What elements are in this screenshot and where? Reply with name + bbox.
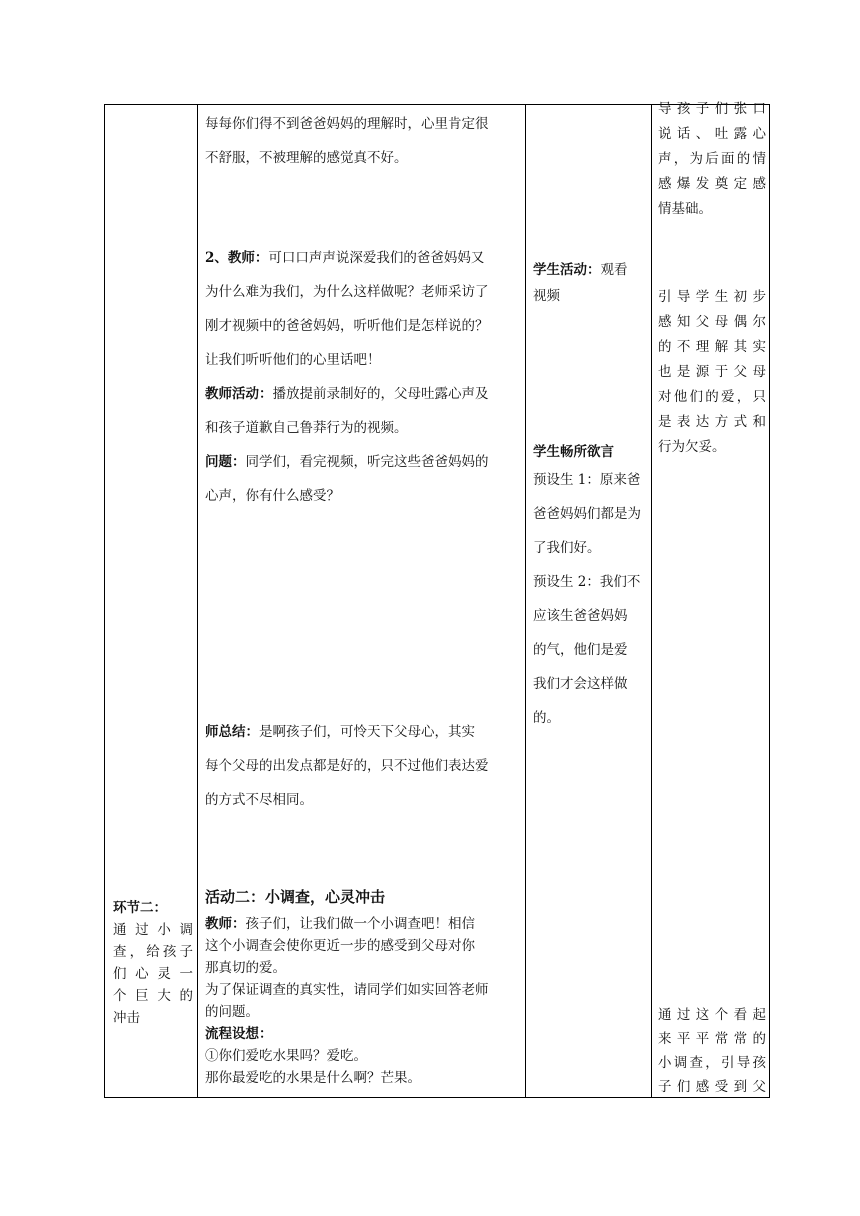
purpose-line: 是表达方式和 <box>658 414 766 430</box>
stage-line: 们 心 灵 一 <box>113 966 193 982</box>
purpose-line: 说话、吐露心 <box>658 126 766 142</box>
summary-paragraph <box>205 715 520 817</box>
question-line: 同学们，看完视频，听完这些爸爸妈妈的 <box>245 454 489 470</box>
response-line: 预设生 1：原来爸 <box>533 472 641 488</box>
stage-line: 冲击 <box>113 1010 140 1026</box>
teacher-line: 孩子们，让我们做一个小调查吧！相信 <box>245 916 475 932</box>
question-label: 问题： <box>205 454 246 470</box>
response-line: 了我们好。 <box>533 540 601 556</box>
watch-video-block <box>533 257 647 309</box>
activity-2-title: 活动二：小调查，心灵冲击 <box>205 888 386 906</box>
purpose-top-block <box>658 97 766 222</box>
q2-line: 让我们听听他们的心里话吧！ <box>205 352 381 368</box>
column-divider <box>651 105 652 1097</box>
response-line: 的气，他们是爱 <box>533 642 628 658</box>
intro-line: 每每你们得不到爸爸妈妈的理解时，心里肯定很 <box>205 116 489 132</box>
purpose-mid-block <box>658 285 766 460</box>
purpose-line: 通过这个看起 <box>658 1007 766 1023</box>
activity-2-section <box>205 885 520 1089</box>
purpose-bottom-block <box>658 1003 766 1099</box>
purpose-line: 行为欠妥。 <box>658 439 726 455</box>
intro-line: 不舒服，不被理解的感觉真不好。 <box>205 150 408 166</box>
question-2-paragraph <box>205 241 520 513</box>
purpose-line: 小调查，引导孩 <box>658 1055 766 1071</box>
purpose-line: 导孩子们张口 <box>658 101 766 117</box>
summary-label: 师总结： <box>205 724 259 740</box>
column-divider <box>525 105 526 1097</box>
purpose-line: 引导学生初步 <box>658 289 766 305</box>
stage-line: 个 巨 大 的 <box>113 988 193 1004</box>
purpose-line: 感知父母偶尔 <box>658 314 766 330</box>
truth-line: 为了保证调查的真实性，请同学们如实回答老师 <box>205 982 489 998</box>
q2-line: 为什么难为我们，为什么这样做呢？老师采访了 <box>205 284 489 300</box>
response-line: 的。 <box>533 710 560 726</box>
response-line: 预设生 2：我们不 <box>533 574 641 590</box>
q2-label: 2、教师： <box>205 250 269 266</box>
q2-line: 刚才视频中的爸爸妈妈，听听他们是怎样说的？ <box>205 318 489 334</box>
flow-line: 那你最爱吃的水果是什么啊？芒果。 <box>205 1070 421 1086</box>
flow-line: ①你们爱吃水果吗？爱吃。 <box>205 1048 367 1064</box>
purpose-line: 也是源于父母 <box>658 364 766 380</box>
stage-line: 查，给孩子 <box>113 944 193 960</box>
purpose-line: 情基础。 <box>658 201 712 217</box>
truth-line: 的问题。 <box>205 1004 259 1020</box>
purpose-line: 对他们的爱，只 <box>658 389 766 405</box>
watch-label: 学生活动： <box>533 262 601 278</box>
question-line: 心声，你有什么感受？ <box>205 488 340 504</box>
response-line: 应该生爸爸妈妈 <box>533 608 628 624</box>
response-line: 我们才会这样做 <box>533 676 628 692</box>
lesson-plan-table <box>104 101 770 1098</box>
teacher-line: 那真切的爱。 <box>205 960 286 976</box>
teacher-line: 这个小调查会使你更近一步的感受到父母对你 <box>205 938 475 954</box>
q2-line: 可口口声声说深爱我们的爸爸妈妈又 <box>268 250 485 266</box>
stage-title: 环节二： <box>113 900 167 916</box>
teacher-label: 教师： <box>205 916 246 932</box>
response-line: 爸爸妈妈们都是为 <box>533 506 641 522</box>
activity-label: 教师活动： <box>205 386 273 402</box>
intro-paragraph <box>205 107 520 175</box>
summary-line: 每个父母的出发点都是好的，只不过他们表达爱 <box>205 758 489 774</box>
summary-line: 是啊孩子们，可怜天下父母心，其实 <box>259 724 475 740</box>
watch-line: 视频 <box>533 288 560 304</box>
purpose-line: 子们感受到父 <box>658 1079 766 1095</box>
stage-line: 通 过 小 调 <box>113 922 193 938</box>
flow-label: 流程设想： <box>205 1026 273 1042</box>
purpose-line: 感爆发奠定感 <box>658 176 766 192</box>
speak-label: 学生畅所欲言 <box>533 444 614 460</box>
student-responses-block <box>533 441 647 735</box>
purpose-line: 声，为后面的情 <box>658 151 766 167</box>
purpose-line: 的不理解其实 <box>658 339 766 355</box>
activity-line: 和孩子道歉自己鲁莽行为的视频。 <box>205 420 408 436</box>
purpose-line: 来平平常常的 <box>658 1031 766 1047</box>
watch-line: 观看 <box>600 262 628 278</box>
activity-line: 播放提前录制好的，父母吐露心声及 <box>272 386 489 402</box>
summary-line: 的方式不尽相同。 <box>205 792 313 808</box>
column-divider <box>197 105 198 1097</box>
stage-cell <box>113 897 193 1029</box>
